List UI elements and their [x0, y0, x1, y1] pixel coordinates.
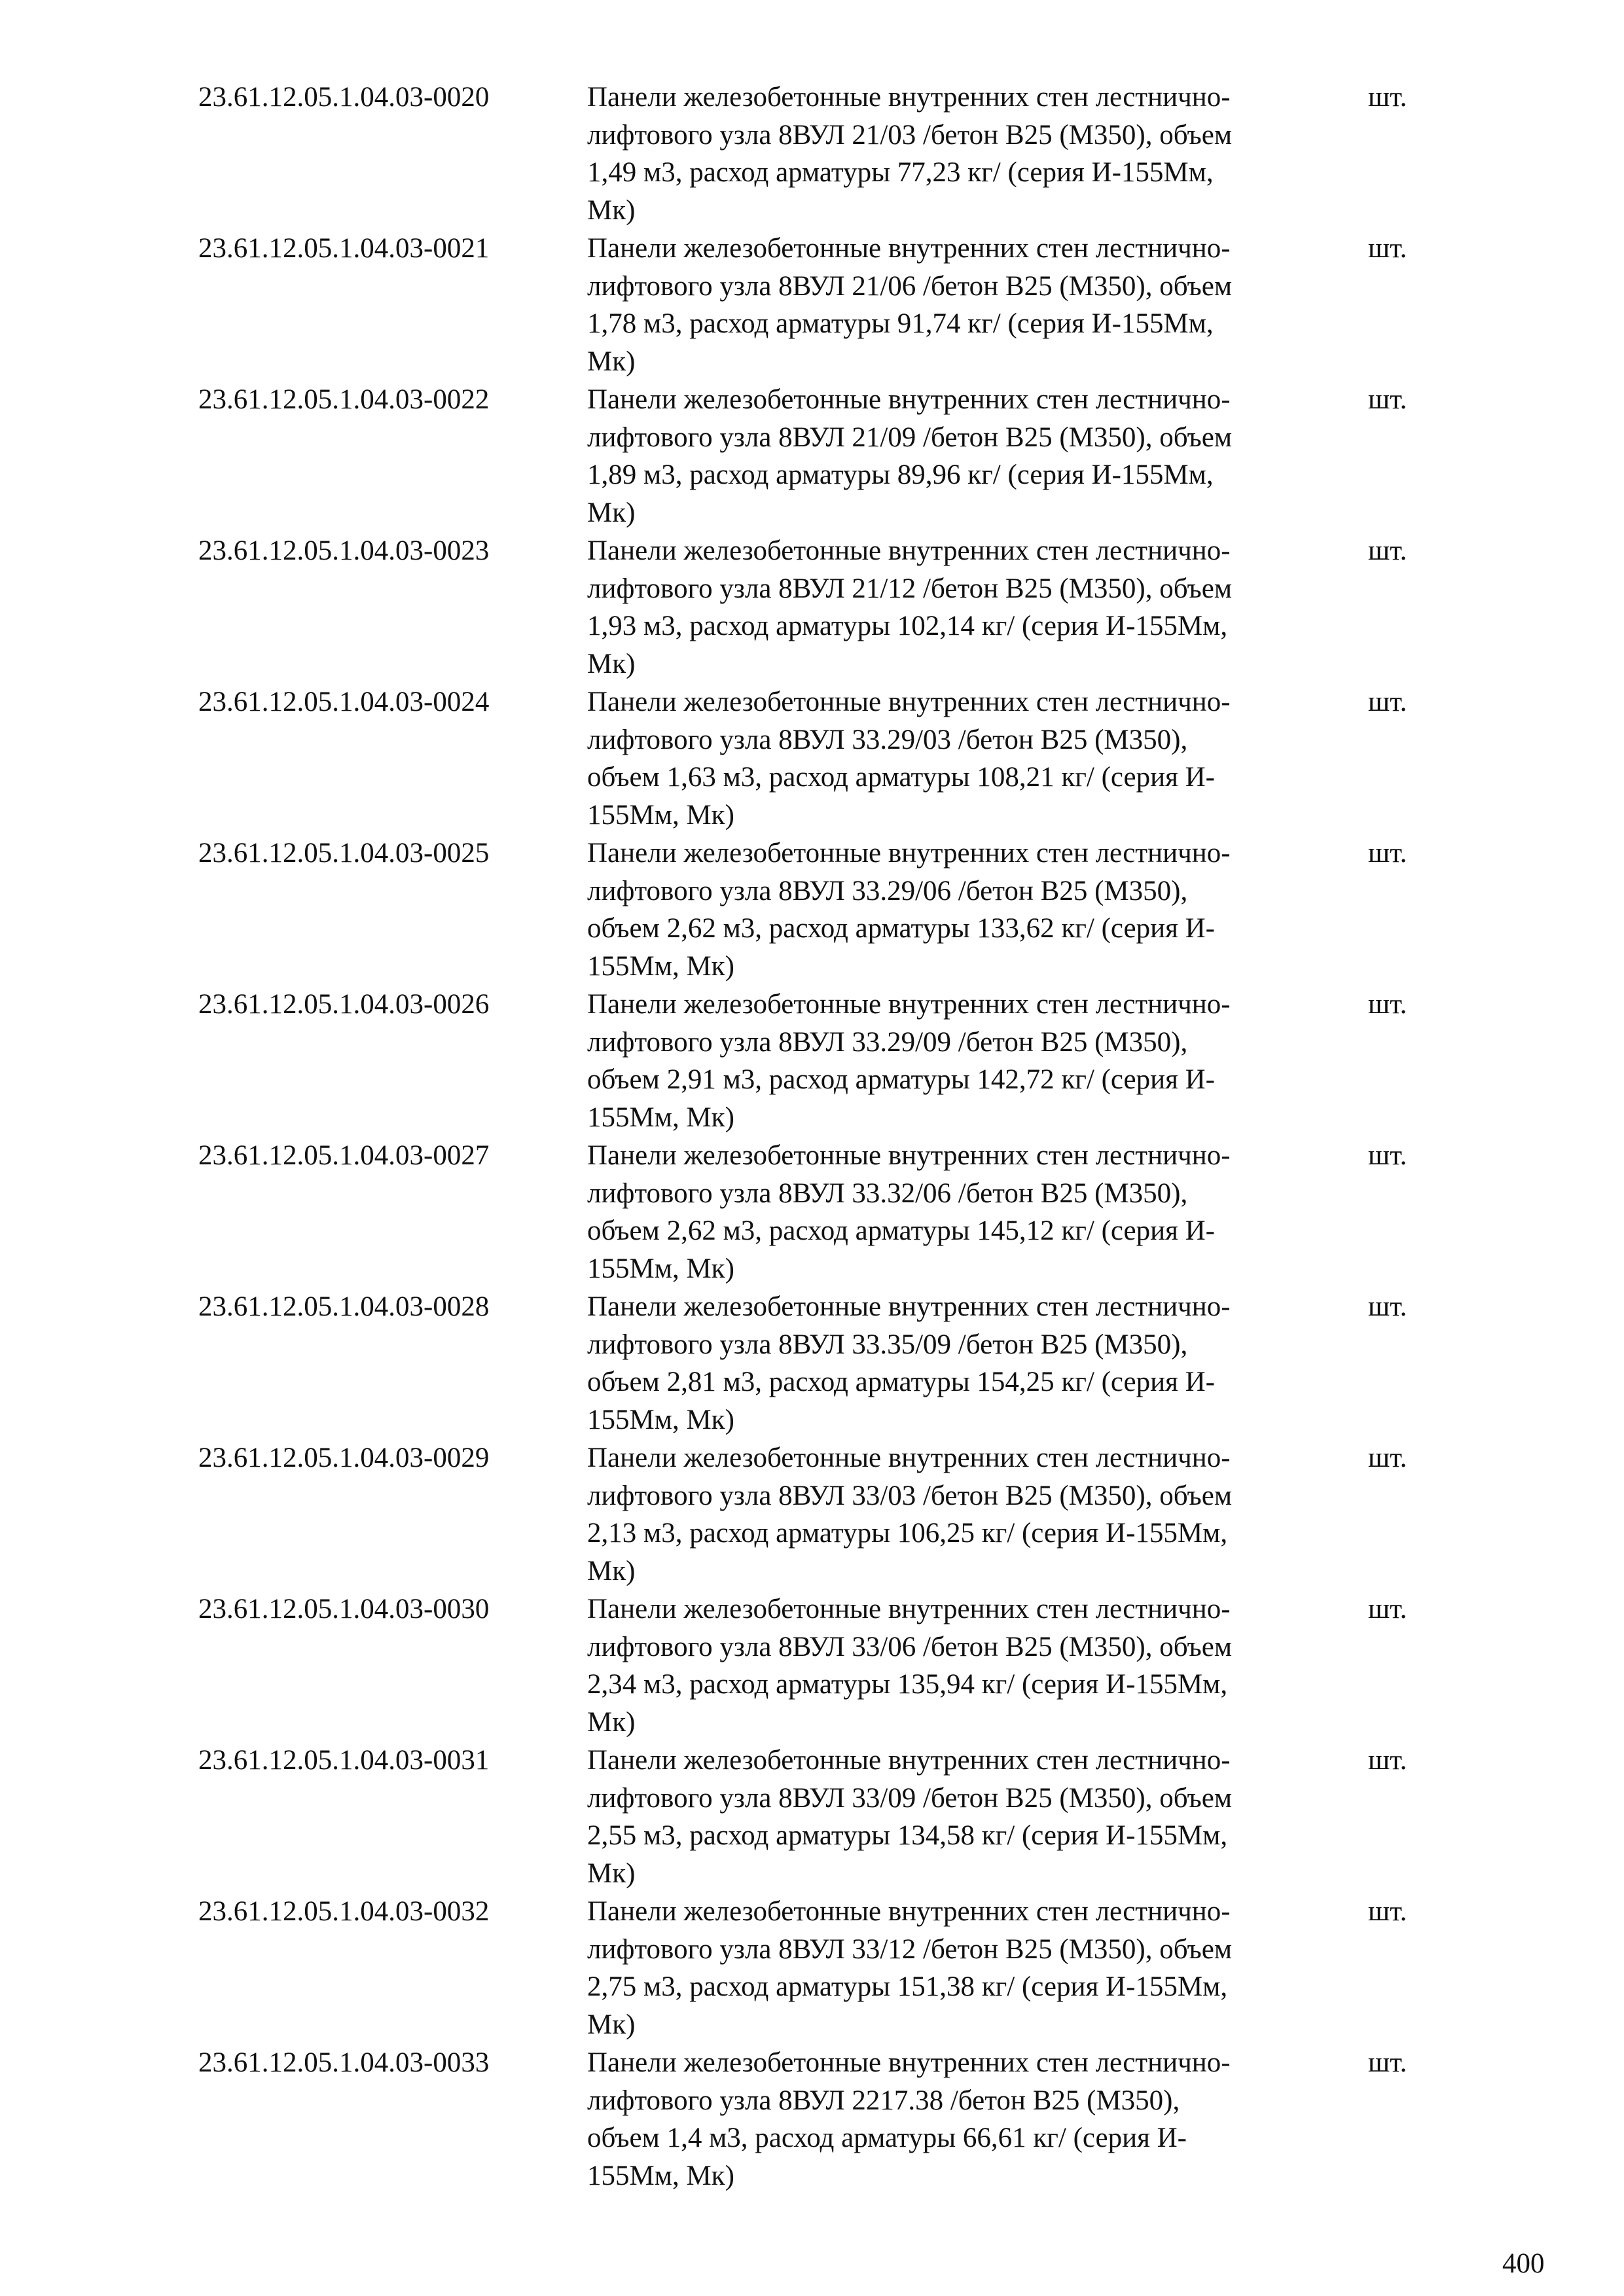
resource-description: [587, 834, 1373, 985]
resource-code: 23.61.12.05.1.04.03-0030: [198, 1594, 490, 1624]
resource-description: [587, 230, 1373, 380]
unit-of-measure: шт.: [1368, 535, 1407, 566]
table-row: [0, 2044, 1624, 2195]
description-line: Панели железобетонные внутренних стен лестнично-: [587, 2047, 1231, 2078]
unit-of-measure: шт.: [1368, 1140, 1407, 1171]
unit-of-measure: шт.: [1368, 687, 1407, 717]
unit-of-measure: шт.: [1368, 1594, 1407, 1624]
description-line: лифтового узла 8ВУЛ 33.35/09 /бетон В25 (М350),: [587, 1329, 1188, 1360]
description-line: объем 1,4 м3, расход арматуры 66,61 кг/ (серия И-: [587, 2123, 1187, 2153]
description-line: 1,89 м3, расход арматуры 89,96 кг/ (серия И-155Мм,: [587, 459, 1214, 490]
table-row: [0, 230, 1624, 381]
description-line: Мк): [587, 648, 636, 679]
unit-of-measure: шт.: [1368, 2047, 1407, 2078]
description-line: Панели железобетонные внутренних стен лестнично-: [587, 687, 1231, 717]
unit-of-measure: шт.: [1368, 384, 1407, 415]
description-line: 155Мм, Мк): [587, 2160, 734, 2191]
description-line: лифтового узла 8ВУЛ 33.32/06 /бетон В25 (М350),: [587, 1177, 1188, 1209]
resource-description: [587, 1590, 1373, 1741]
description-line: 2,55 м3, расход арматуры 134,58 кг/ (серия И-155Мм,: [587, 1820, 1228, 1851]
resource-code: 23.61.12.05.1.04.03-0031: [198, 1745, 490, 1776]
table-row: [0, 79, 1624, 230]
description-line: лифтового узла 8ВУЛ 33.29/09 /бетон В25 (М350),: [587, 1026, 1188, 1058]
description-line: Панели железобетонные внутренних стен лестнично-: [587, 82, 1231, 113]
resource-description: [587, 1893, 1373, 2043]
unit-of-measure: шт.: [1368, 1896, 1407, 1927]
description-line: Панели железобетонные внутренних стен лестнично-: [587, 233, 1231, 264]
description-line: лифтового узла 8ВУЛ 21/06 /бетон В25 (М350), объем: [587, 270, 1233, 302]
resource-description: [587, 1742, 1373, 1892]
description-line: Панели железобетонные внутренних стен лестнично-: [587, 1896, 1231, 1927]
unit-of-measure: шт.: [1368, 1291, 1407, 1322]
description-line: 155Мм, Мк): [587, 1102, 734, 1133]
table-row: [0, 986, 1624, 1137]
unit-of-measure: шт.: [1368, 82, 1407, 113]
description-line: объем 2,91 м3, расход арматуры 142,72 кг/ (серия И-: [587, 1064, 1215, 1095]
description-line: Панели железобетонные внутренних стен лестнично-: [587, 1745, 1231, 1776]
resource-description: [587, 79, 1373, 229]
description-line: Панели железобетонные внутренних стен лестнично-: [587, 535, 1231, 566]
table-row: [0, 1742, 1624, 1893]
description-line: лифтового узла 8ВУЛ 33/12 /бетон В25 (М350), объем: [587, 1933, 1233, 1965]
table-row: [0, 1590, 1624, 1742]
unit-of-measure: шт.: [1368, 233, 1407, 264]
unit-of-measure: шт.: [1368, 838, 1407, 869]
table-row: [0, 1288, 1624, 1439]
table-row: [0, 834, 1624, 986]
description-line: Панели железобетонные внутренних стен лестнично-: [587, 1140, 1231, 1171]
resource-description: [587, 986, 1373, 1136]
resource-code: 23.61.12.05.1.04.03-0020: [198, 82, 490, 113]
description-line: Панели железобетонные внутренних стен лестнично-: [587, 989, 1231, 1020]
resource-code: 23.61.12.05.1.04.03-0024: [198, 687, 490, 717]
resource-code: 23.61.12.05.1.04.03-0023: [198, 535, 490, 566]
resource-code: 23.61.12.05.1.04.03-0025: [198, 838, 490, 869]
description-line: 155Мм, Мк): [587, 950, 734, 982]
description-line: Мк): [587, 497, 636, 528]
resource-code: 23.61.12.05.1.04.03-0028: [198, 1291, 490, 1322]
description-line: лифтового узла 8ВУЛ 33/03 /бетон В25 (М350), объем: [587, 1480, 1233, 1511]
resource-description: [587, 683, 1373, 834]
description-line: 155Мм, Мк): [587, 1253, 734, 1284]
resource-code: 23.61.12.05.1.04.03-0033: [198, 2047, 490, 2078]
description-line: 1,49 м3, расход арматуры 77,23 кг/ (серия И-155Мм,: [587, 157, 1214, 188]
resource-code: 23.61.12.05.1.04.03-0021: [198, 233, 490, 264]
resource-code: 23.61.12.05.1.04.03-0029: [198, 1443, 490, 1473]
description-line: лифтового узла 8ВУЛ 33/06 /бетон В25 (М350), объем: [587, 1631, 1233, 1662]
resource-code: 23.61.12.05.1.04.03-0022: [198, 384, 490, 415]
description-line: Панели железобетонные внутренних стен лестнично-: [587, 1291, 1231, 1322]
description-line: Панели железобетонные внутренних стен лестнично-: [587, 1594, 1231, 1624]
price-table: [0, 79, 1624, 2195]
description-line: Панели железобетонные внутренних стен лестнично-: [587, 1443, 1231, 1473]
description-line: Панели железобетонные внутренних стен лестнично-: [587, 838, 1231, 869]
description-line: 155Мм, Мк): [587, 799, 734, 831]
description-line: Мк): [587, 1555, 636, 1587]
table-row: [0, 1439, 1624, 1590]
description-line: объем 2,62 м3, расход арматуры 145,12 кг/ (серия И-: [587, 1215, 1215, 1246]
resource-code: 23.61.12.05.1.04.03-0027: [198, 1140, 490, 1171]
table-row: [0, 1893, 1624, 2044]
description-line: 1,78 м3, расход арматуры 91,74 кг/ (серия И-155Мм,: [587, 308, 1214, 339]
description-line: 2,34 м3, расход арматуры 135,94 кг/ (серия И-155Мм,: [587, 1669, 1228, 1700]
description-line: лифтового узла 8ВУЛ 2217.38 /бетон В25 (М350),: [587, 2085, 1180, 2116]
description-line: Мк): [587, 194, 636, 226]
description-line: лифтового узла 8ВУЛ 21/03 /бетон В25 (М350), объем: [587, 119, 1233, 151]
description-line: лифтового узла 8ВУЛ 21/12 /бетон В25 (М350), объем: [587, 573, 1233, 604]
table-row: [0, 683, 1624, 834]
description-line: 155Мм, Мк): [587, 1404, 734, 1435]
table-row: [0, 1137, 1624, 1288]
description-line: лифтового узла 8ВУЛ 33.29/03 /бетон В25 (М350),: [587, 724, 1188, 755]
description-line: объем 2,81 м3, расход арматуры 154,25 кг/ (серия И-: [587, 1367, 1215, 1397]
resource-description: [587, 381, 1373, 531]
description-line: Мк): [587, 1706, 636, 1738]
table-row: [0, 381, 1624, 532]
description-line: 2,75 м3, расход арматуры 151,38 кг/ (серия И-155Мм,: [587, 1971, 1228, 2002]
description-line: 2,13 м3, расход арматуры 106,25 кг/ (серия И-155Мм,: [587, 1518, 1228, 1549]
description-line: лифтового узла 8ВУЛ 21/09 /бетон В25 (М350), объем: [587, 422, 1233, 453]
table-row: [0, 532, 1624, 683]
description-line: Мк): [587, 2009, 636, 2040]
resource-description: [587, 2044, 1373, 2195]
resource-code: 23.61.12.05.1.04.03-0026: [198, 989, 490, 1020]
description-line: Панели железобетонные внутренних стен лестнично-: [587, 384, 1231, 415]
description-line: объем 1,63 м3, расход арматуры 108,21 кг/ (серия И-: [587, 762, 1215, 793]
description-line: Мк): [587, 346, 636, 377]
description-line: объем 2,62 м3, расход арматуры 133,62 кг/ (серия И-: [587, 913, 1215, 944]
resource-description: [587, 1288, 1373, 1439]
unit-of-measure: шт.: [1368, 1745, 1407, 1776]
unit-of-measure: шт.: [1368, 1443, 1407, 1473]
page-number: 400: [1502, 2248, 1545, 2279]
description-line: 1,93 м3, расход арматуры 102,14 кг/ (серия И-155Мм,: [587, 611, 1228, 641]
resource-description: [587, 1439, 1373, 1590]
description-line: лифтового узла 8ВУЛ 33.29/06 /бетон В25 (М350),: [587, 875, 1188, 906]
unit-of-measure: шт.: [1368, 989, 1407, 1020]
description-line: лифтового узла 8ВУЛ 33/09 /бетон В25 (М350), объем: [587, 1782, 1233, 1814]
resource-description: [587, 1137, 1373, 1287]
resource-description: [587, 532, 1373, 683]
description-line: Мк): [587, 1857, 636, 1889]
resource-code: 23.61.12.05.1.04.03-0032: [198, 1896, 490, 1927]
